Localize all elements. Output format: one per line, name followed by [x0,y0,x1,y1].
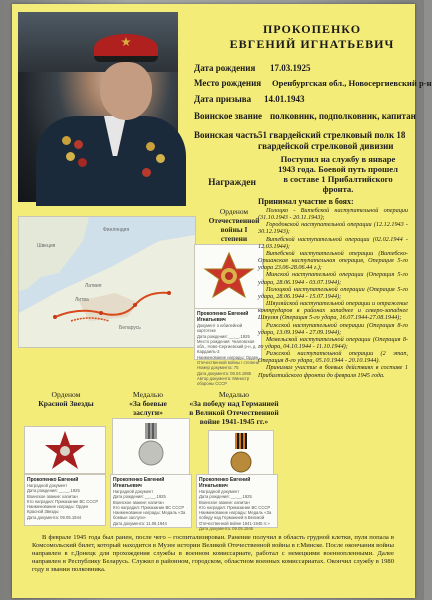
award-caption-line: Медалью [132,390,164,399]
place-value: Оренбургская обл., Новосергиевский р-н [272,78,432,88]
doc-row: Кто наградил: Приказание ВС СССР [27,498,99,504]
doc-row: Наименование награды: Медаль «За боевые заслуги» [113,510,186,521]
route-point [167,291,171,295]
doc-row: Наградной документ [113,489,154,494]
battle-entry: Рижской наступательной операции (2 этап, Операция 8-го удара, 05.10.1944 - 20.10.1944). [258,350,408,365]
award-caption-line: Отечественной войны I [208,216,260,234]
medal-combat-service-icon [113,419,189,475]
memorial-poster [12,4,432,598]
combat-service-medal-image [112,418,190,476]
medal-ribbon [145,423,157,439]
service-heading-line: в составе 1 Прибалтийского [283,174,393,184]
map-label: Беларусь [119,325,141,331]
battles-heading: Принимал участие в боях: [258,197,354,206]
birth-value: 17.03.1925 [270,63,311,73]
award-caption-left [32,390,100,408]
service-heading-line: Поступил на службу в январе [280,154,396,164]
medal-disc [139,441,163,465]
doc-person: Прокопенко Евгений Игнатьевич [113,477,165,489]
doc-card-right [196,474,278,532]
rank-label: Воинское звание [194,111,263,121]
name-line-1: ПРОКОПЕНКО [262,22,362,36]
red-star-icon [25,427,105,473]
battle-entry: Минской наступательной операции (Операция 5-го удара, 28.06.1944 - 03.07.1944); [258,271,408,286]
doc-row: Воинское звание: капитан [113,499,164,505]
veteran-portrait [18,12,178,202]
medal-victory-icon [209,431,273,479]
medal-icon [142,168,151,177]
doc-row: Дата документа: 09.05.1944 [27,514,82,520]
medal-disc [231,452,251,472]
ribbon-stripe [237,433,239,449]
award-caption-line: «За боевые [129,399,167,408]
doc-card-mid [110,474,192,528]
draft-label: Дата призыва [194,94,252,104]
ribbon-stripe [152,423,154,439]
service-heading-line: фронта. [322,184,354,194]
doc-row: Наградной документ [27,483,68,488]
medal-icon [66,152,75,161]
award-caption-line: степени [220,234,248,243]
biography-paragraph: В феврале 1945 года был ранен, после чего – госпитализирован. Ранение получил в область грудной клетки, пуля попала в Комсомольский билет, который находится в Музее истории Великой Отечественной войны в г.Минске. После окончания войны направлен в г.Донецк для прохождения службы в военном комиссариате, работал с немецкими военнопленными. Далее направлен в Республику Беларусь. Служил в районном, городском, областном военных комиссариатах. Окончил службу в 1980 году в звании полковника. [32,534,394,574]
name-line-2: ЕВГЕНИЙ ИГНАТЬЕВИЧ [229,37,395,51]
doc-row: Номер документа: 75 [197,365,239,371]
birth-label: Дата рождения [194,63,256,73]
award-caption-top [202,207,266,243]
award-caption-line: заслуги» [133,408,163,417]
awarded-heading: Награжден [208,178,256,188]
red-star-image [24,426,106,474]
award-caption-line: Орденом [51,390,81,399]
hero-name [212,22,412,52]
award-caption-line: «За победу над Германией [189,399,279,408]
draft-value: 14.01.1943 [264,94,305,104]
order-patriotic-war-icon [195,245,263,309]
service-heading [276,154,400,194]
battle-entry: Шяуляйской наступательной операции и отражение контрударов в районах западнее и северо-западнее Шяуляя (Операция 5-го удара, 16.07.1944-27.08.1944); [258,300,408,322]
award-caption-line: в Великой Отечественной [189,408,279,417]
doc-subtitle: Документ о юбилейной картотеке [197,323,243,334]
doc-row: Дата документа: 06.04.1985 [197,370,252,376]
unit-value-line-2: гвардейской стрелковой дивизии [258,141,394,151]
doc-row: Наименование награды: Орден Отечественной войны I степени [197,354,260,366]
doc-row: Дата рождения: __.__.1925 [27,488,80,494]
ribbon-stripe [148,423,150,439]
doc-person: Прокопенко Евгений Игнатьевич [197,311,249,323]
medal-icon [78,158,87,167]
medal-icon [62,136,71,145]
doc-card-left [24,474,106,526]
doc-row: Кто наградил: Приказание ВС СССР [113,504,185,510]
map-label: Литва [75,297,89,303]
award-caption-right [188,390,280,426]
unit-label: Воинская часть [194,130,259,140]
doc-row: Наименование награды: Орден Красной Звезды [27,504,89,515]
doc-row: Дата рождения: __.__.1925 [197,333,250,339]
battle-entry: Принимал участие в боевых действиях в составе 1 Прибалтийского фронта до февраля 1945 года. [258,364,408,379]
map-label: Швеция [37,243,56,249]
medal-icon [74,140,83,149]
doc-row: Дата рождения: __.__.1925 [199,494,252,500]
doc-row: Наименование награды: Медаль «За победу над Германией в Великой Отечественной войне 1941-1945 гг.» [199,510,272,526]
ribbon-stripe [245,433,247,449]
battle-entry: Мемельской наступательной операции (Операция 8-го удара, 04.10.1944 - 11.10.1944); [258,335,408,350]
service-heading-line: 1943 года. Боевой путь прошел [278,164,398,174]
doc-row: Дата документа: 11.06.1944 [113,520,167,526]
order-center-inner [225,272,233,280]
award-caption-line: Красной Звезды [38,399,94,408]
doc-row: Место рождения: Чкаловская обл., Ново-Сергиевский р-н, д. Кардаиль-3 [197,338,257,355]
battle-entry: Рижской наступательной операции (Операция 8-го удара, 13.09.1944 - 27.09.1944); [258,321,408,336]
ribbon-stripe [241,433,243,449]
route-point [133,303,137,307]
route-map-svg [19,217,195,347]
place-label: Место рождения [194,78,262,88]
award-image-card [194,244,264,310]
award-caption-mid [112,390,184,417]
rank-value: полковник, подполковник, капитан [270,111,416,121]
face [100,62,152,120]
doc-row: Дата рождения: __.__.1925 [113,494,166,500]
doc-row: Дата документа: 09.05.1945 [199,526,254,532]
unit-value-line-1: 51 гвардейский стрелковый полк 18 [258,130,406,140]
map-label: Латвия [85,283,102,289]
medal-icon [146,142,155,151]
doc-row: Воинское звание: капитан [27,493,78,499]
doc-person: Прокопенко Евгений Игнатьевич [199,477,251,489]
map-label: Финляндия [103,227,130,233]
award-caption-line: Орденом [219,207,249,216]
medal-icon [156,154,165,163]
route-point [53,315,57,319]
battle-entry: Полоцко - Витебской наступательной операции (31.10.1943 - 20.11.1943); [258,207,408,222]
route-map [18,216,196,348]
battles-column [258,197,408,379]
award-caption-line: войне 1941-1945 гг.» [199,417,269,426]
battle-entry: Полоцкой наступательной операции (Операция 5-го удара, 28.06.1944 - 15.07.1944); [258,285,408,300]
award-document-card [194,308,262,387]
star-center [60,446,70,456]
battle-entry: Городокской наступательной операции (12.12.1943 - 30.12.1943); [258,221,408,236]
route-point [99,311,103,315]
doc-row: Наградной документ [199,489,240,494]
doc-row: Воинское звание: капитан [199,499,250,505]
battle-entry: Витебской наступательной операции (02.02.1944 - 12.03.1944); [258,235,408,250]
victory-medal-image [208,430,274,480]
doc-person: Прокопенко Евгений [27,477,79,483]
doc-row: Кто наградил: Приказание ВС СССР [199,504,271,510]
award-caption-line: Медалью [218,390,250,399]
doc-row: Автор документа: Министр обороны СССР [197,375,250,387]
battle-entry: Витебской наступательной операции (Витебско-Оршанская наступательная операция, Операция 5-го удара 23.06-28.06.44 г.); [258,249,408,272]
